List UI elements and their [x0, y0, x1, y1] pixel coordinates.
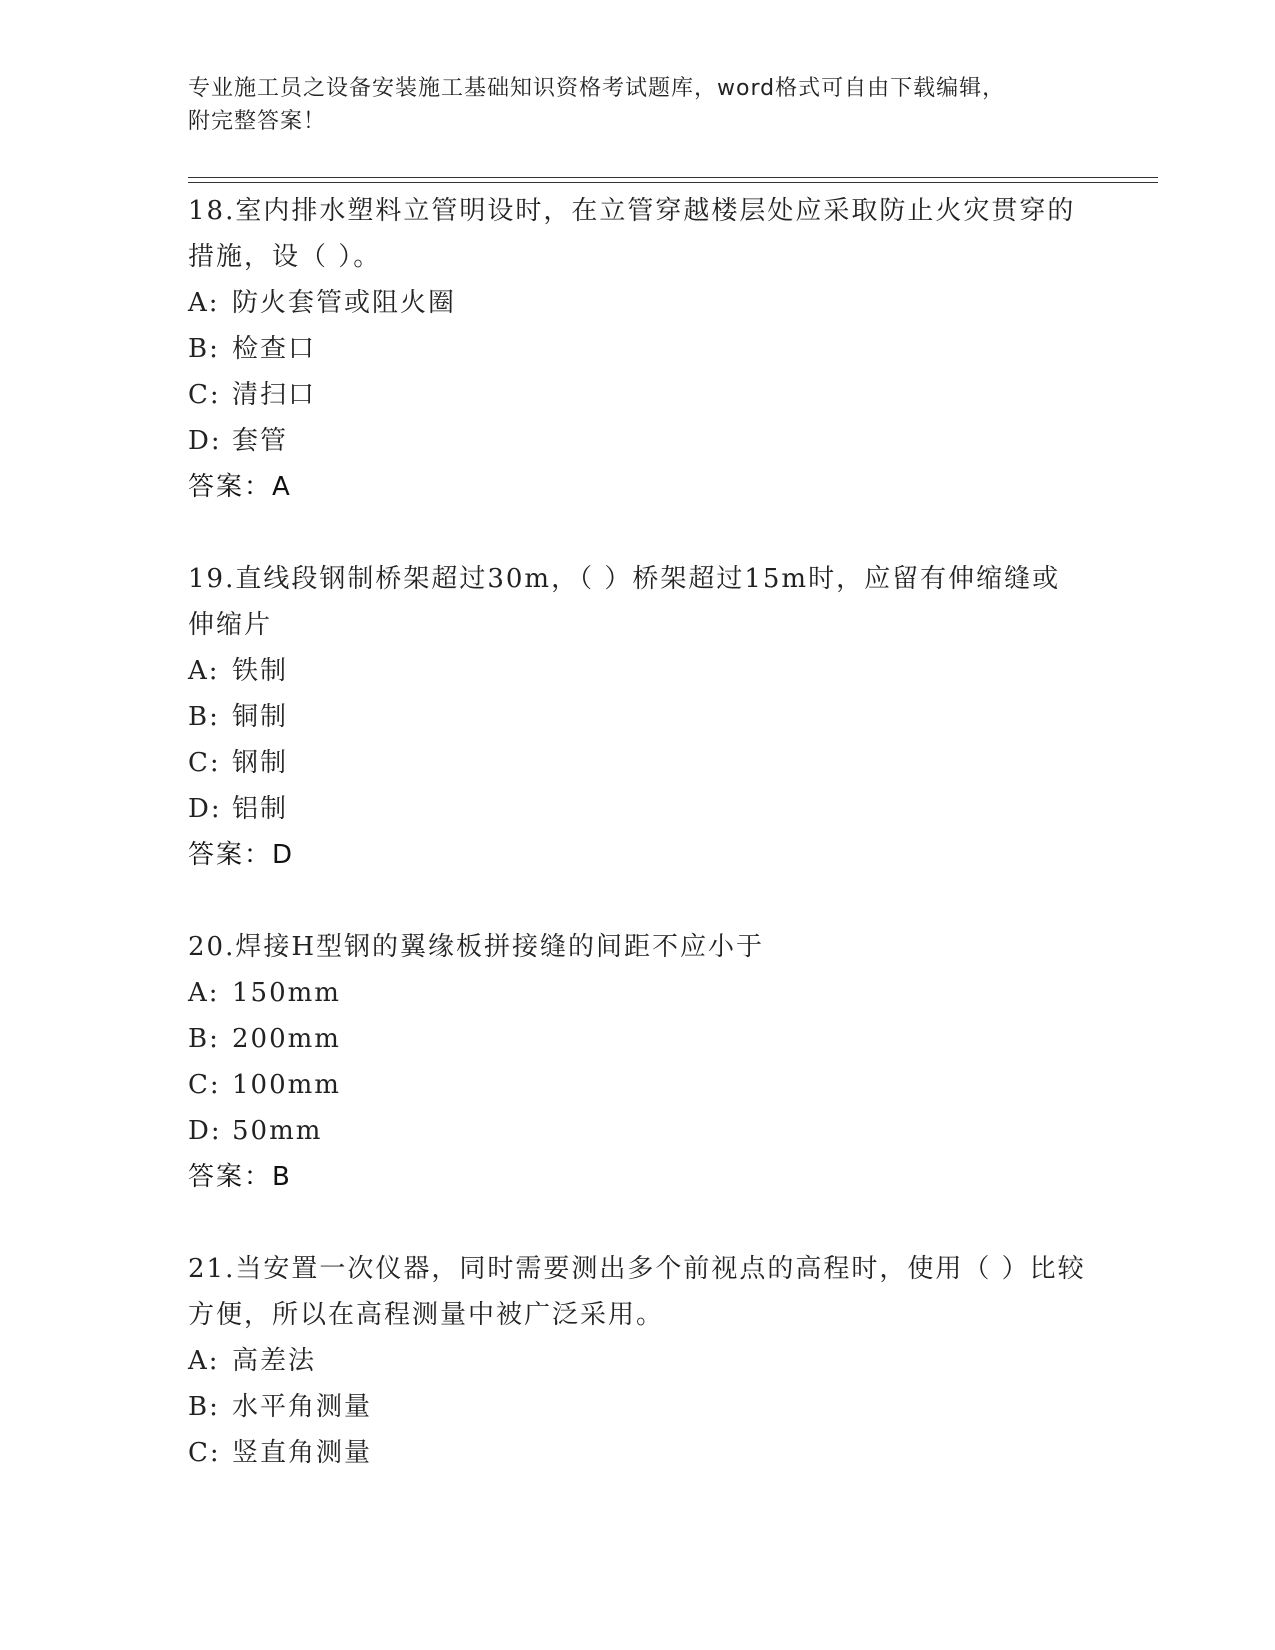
option-text: 竖直角测量: [232, 1438, 373, 1468]
option-text: 100mm: [232, 1070, 341, 1100]
option-d: [188, 418, 1088, 464]
option-a: [188, 1338, 1088, 1384]
header-divider-bottom: [188, 182, 1158, 183]
option-text: 200mm: [232, 1024, 341, 1054]
option-letter: B:: [188, 1392, 220, 1422]
option-text: 钢制: [232, 748, 289, 778]
option-c: [188, 1062, 1088, 1108]
question-18: [188, 188, 1088, 510]
question-20: [188, 924, 1088, 1200]
option-b: [188, 1016, 1088, 1062]
option-b: [188, 326, 1088, 372]
question-stem: 20.焊接H型钢的翼缘板拼接缝的间距不应小于: [188, 932, 765, 962]
question-list: [188, 188, 1088, 1522]
option-letter: A:: [188, 656, 220, 686]
option-d: [188, 786, 1088, 832]
option-letter: A:: [188, 978, 220, 1008]
question-19: [188, 556, 1088, 878]
option-a: [188, 970, 1088, 1016]
option-text: 水平角测量: [232, 1392, 373, 1422]
option-letter: C:: [188, 380, 221, 410]
question-21: [188, 1246, 1088, 1476]
answer-line: 答案：B: [188, 1162, 292, 1192]
option-c: [188, 1430, 1088, 1476]
option-a: [188, 648, 1088, 694]
option-c: [188, 740, 1088, 786]
option-letter: A:: [188, 288, 220, 318]
option-letter: B:: [188, 334, 220, 364]
header-divider-top: [188, 177, 1158, 178]
option-text: 清扫口: [232, 380, 317, 410]
option-text: 检查口: [232, 334, 317, 364]
option-text: 铁制: [232, 656, 289, 686]
header-title-line-2: 附完整答案！: [188, 109, 327, 134]
option-letter: B:: [188, 702, 220, 732]
answer-line: 答案：A: [188, 472, 292, 502]
option-letter: D:: [188, 426, 222, 456]
option-d: [188, 1108, 1088, 1154]
option-b: [188, 694, 1088, 740]
option-letter: D:: [188, 794, 222, 824]
option-letter: B:: [188, 1024, 220, 1054]
option-letter: D:: [188, 1116, 222, 1146]
option-text: 套管: [232, 426, 289, 456]
header-title-line-1: 专业施工员之设备安装施工基础知识资格考试题库，word格式可自由下载编辑，: [188, 76, 1006, 101]
option-letter: C:: [188, 1070, 221, 1100]
question-stem: 19.直线段钢制桥架超过30m，（ ）桥架超过15m时，应留有伸缩缝或伸缩片: [188, 564, 1061, 640]
question-stem: 21.当安置一次仪器，同时需要测出多个前视点的高程时，使用（ ）比较方便，所以在高程测量中被广泛采用。: [188, 1254, 1086, 1330]
option-b: [188, 1384, 1088, 1430]
option-text: 铝制: [232, 794, 289, 824]
option-a: [188, 280, 1088, 326]
question-stem: 18.室内排水塑料立管明设时，在立管穿越楼层处应采取防止火灾贯穿的措施，设（ ）。: [188, 196, 1076, 272]
option-c: [188, 372, 1088, 418]
option-letter: A:: [188, 1346, 220, 1376]
answer-line: 答案：D: [188, 840, 295, 870]
option-text: 50mm: [232, 1116, 323, 1146]
document-header: [188, 72, 1088, 138]
option-letter: C:: [188, 1438, 221, 1468]
option-text: 150mm: [232, 978, 341, 1008]
option-text: 铜制: [232, 702, 289, 732]
option-text: 高差法: [232, 1346, 317, 1376]
option-text: 防火套管或阻火圈: [232, 288, 457, 318]
option-letter: C:: [188, 748, 221, 778]
